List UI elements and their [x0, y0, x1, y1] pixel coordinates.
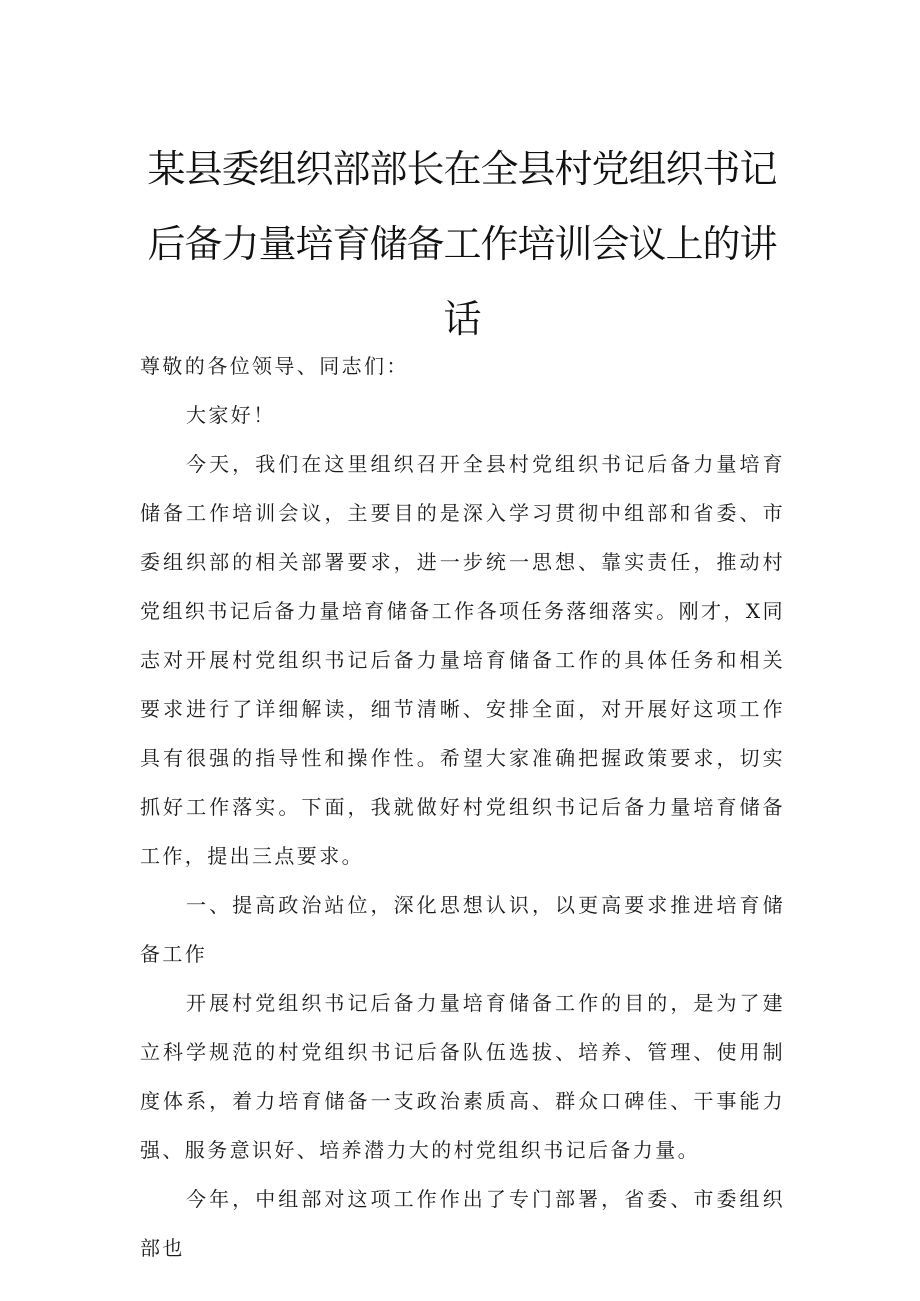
- document-title: 某县委组织部部长在全县村党组织书记后备力量培育储备工作培训会议上的讲话: [147, 147, 777, 341]
- paragraph-this-year: 今年，中组部对这项工作作出了专门部署，省委、市委组织部也: [140, 1187, 785, 1260]
- salutation: 尊敬的各位领导、同志们：: [140, 354, 409, 378]
- paragraph-purpose: 开展村党组织书记后备力量培育储备工作的目的，是为了建立科学规范的村党组织书记后备队伍选拔、培养、管理、使用制度体系，着力培育储备一支政治素质高、群众口碑佳、干事能力强、服务意识好、培养潜力大的村党组织书记后备力量。: [140, 991, 785, 1162]
- paragraph-intro: 今天，我们在这里组织召开全县村党组织书记后备力量培育储备工作培训会议，主要目的是深入学习贯彻中组部和省委、市委组织部的相关部署要求，进一步统一思想、靠实责任，推动村党组织书记后备力量培育储备工作各项任务落细落实。刚才，X同志对开展村党组织书记后备力量培育储备工作的具体任务和相关要求进行了详细解读，细节清晰、安排全面，对开展好这项工作具有很强的指导性和操作性。希望大家准确把握政策要求，切实抓好工作落实。下面，我就做好村党组织书记后备力量培育储备工作，提出三点要求。: [140, 452, 785, 868]
- section-heading-1: 一、提高政治站位，深化思想认识，以更高要求推进培育储备工作: [140, 893, 785, 966]
- paragraph-greeting: 大家好！: [186, 403, 276, 427]
- document-body: [140, 342, 785, 1273]
